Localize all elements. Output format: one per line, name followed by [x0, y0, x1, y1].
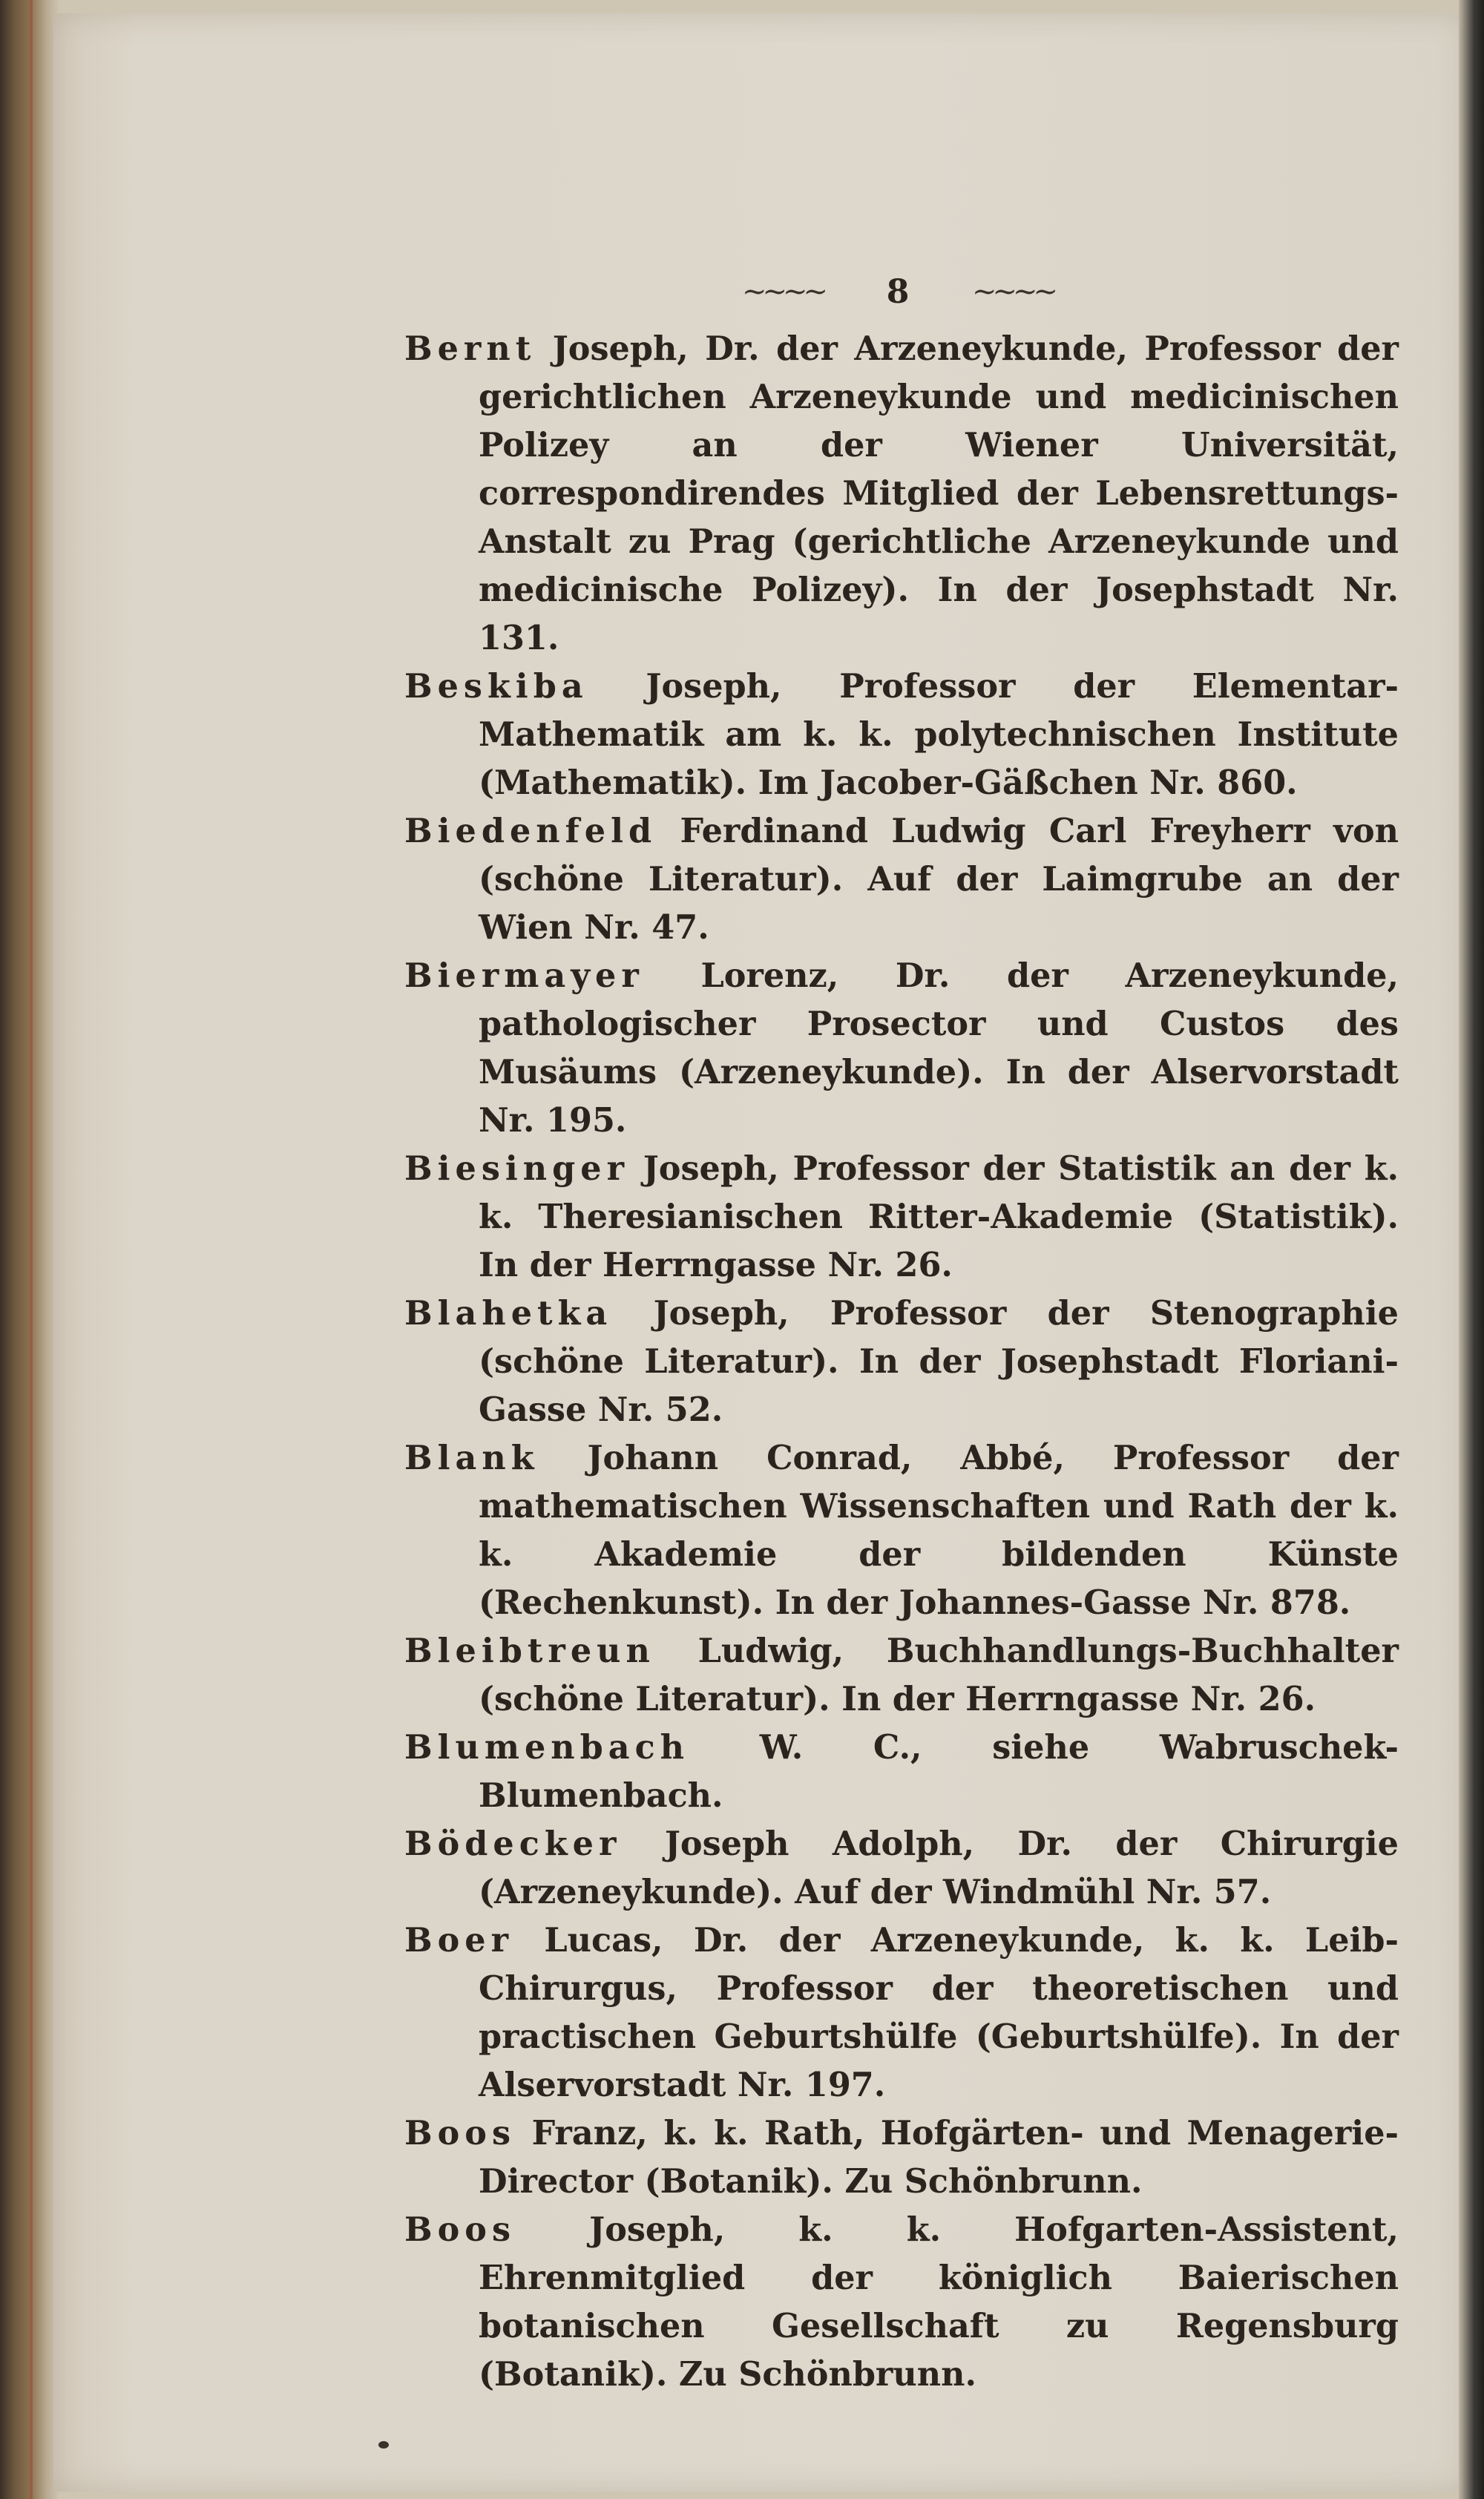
directory-entry	[404, 1290, 1399, 1434]
entry-text: W. C., siehe Wabruschek-Blumenbach.	[479, 1728, 1399, 1815]
page-header	[742, 266, 1054, 318]
entry-text: Joseph, Professor der Stenographie (schöne Literatur). In der Josephstadt Floriani-Gasse Nr. 52.	[479, 1294, 1399, 1429]
directory-entry	[404, 1145, 1399, 1290]
directory-entry	[404, 1434, 1399, 1627]
directory-entry	[404, 2206, 1399, 2399]
directory-entry	[404, 807, 1399, 952]
entry-text: Joseph, Dr. der Arzeneykunde, Professor der gerichtlichen Arzeneykunde und medicinischen Polizey an der Wiener Universität, correspondirendes Mitglied der Lebensrettungs-Anstalt zu Prag (gerichtliche Arzeneykunde und medicinische Polizey). In der Josephstadt Nr. 131.	[479, 329, 1399, 657]
entry-surname: Beskiba	[404, 667, 588, 706]
entry-surname: Boos	[404, 2114, 516, 2152]
directory-entry	[404, 1627, 1399, 1724]
entry-text: Franz, k. k. Rath, Hofgärten- und Menagerie-Director (Botanik). Zu Schönbrunn.	[479, 2114, 1399, 2201]
entry-surname: Biermayer	[404, 956, 644, 995]
directory-entry	[404, 1917, 1399, 2109]
entry-text: Lucas, Dr. der Arzeneykunde, k. k. Leib-Chirurgus, Professor der theoretischen und practischen Geburtshülfe (Geburtshülfe). In der Alservorstadt Nr. 197.	[479, 1921, 1399, 2104]
entry-surname: Biedenfeld	[404, 812, 657, 850]
directory-entry	[404, 1724, 1399, 1820]
book-edge-shadow	[1459, 0, 1484, 2499]
entry-surname: Blumenbach	[404, 1728, 690, 1767]
entry-text: Lorenz, Dr. der Arzeneykunde, pathologischer Prosector und Custos des Musäums (Arzeneykunde). In der Alservorstadt Nr. 195.	[479, 956, 1399, 1140]
ink-spot	[378, 2441, 389, 2449]
entry-text: Ludwig, Buchhandlungs-Buchhalter (schöne Literatur). In der Herrngasse Nr. 26.	[479, 1632, 1399, 1718]
entry-text: Joseph, Professor der Statistik an der k. k. Theresianischen Ritter-Akademie (Statistik). In der Herrngasse Nr. 26.	[479, 1149, 1399, 1284]
header-ornament-left: ~~~~	[742, 275, 824, 309]
directory-entry	[404, 325, 1399, 663]
entry-surname: Blahetka	[404, 1294, 613, 1333]
entry-surname: Bernt	[404, 329, 536, 368]
entry-text: Joseph, k. k. Hofgarten-Assistent, Ehrenmitglied der königlich Baierischen botanischen Gesellschaft zu Regensburg (Botanik). Zu Schönbrunn.	[479, 2210, 1399, 2394]
spine-edge	[30, 0, 33, 2499]
entry-text: Ferdinand Ludwig Carl Freyherr von (schöne Literatur). Auf der Laimgrube an der Wien Nr. 47.	[479, 812, 1399, 947]
entry-text: Johann Conrad, Abbé, Professor der mathematischen Wissenschaften und Rath der k. k. Akademie der bildenden Künste (Rechenkunst). In der Johannes-Gasse Nr. 878.	[479, 1439, 1399, 1622]
directory-entry	[404, 663, 1399, 807]
entry-text: Joseph Adolph, Dr. der Chirurgie (Arzeneykunde). Auf der Windmühl Nr. 57.	[479, 1825, 1399, 1911]
entry-surname: Bleibtreun	[404, 1632, 655, 1670]
page-number: 8	[886, 272, 910, 311]
entry-surname: Boos	[404, 2210, 516, 2249]
directory-entries	[404, 325, 1399, 2399]
entry-text: Joseph, Professor der Elementar-Mathematik am k. k. polytechnischen Institute (Mathematik). Im Jacober-Gäßchen Nr. 860.	[479, 667, 1399, 802]
header-ornament-right: ~~~~	[971, 275, 1054, 309]
entry-surname: Bödecker	[404, 1825, 622, 1863]
directory-entry	[404, 952, 1399, 1145]
entry-surname: Biesinger	[404, 1149, 630, 1188]
directory-entry	[404, 2109, 1399, 2206]
entry-surname: Blank	[404, 1439, 539, 1477]
directory-entry	[404, 1820, 1399, 1917]
entry-surname: Boer	[404, 1921, 514, 1960]
